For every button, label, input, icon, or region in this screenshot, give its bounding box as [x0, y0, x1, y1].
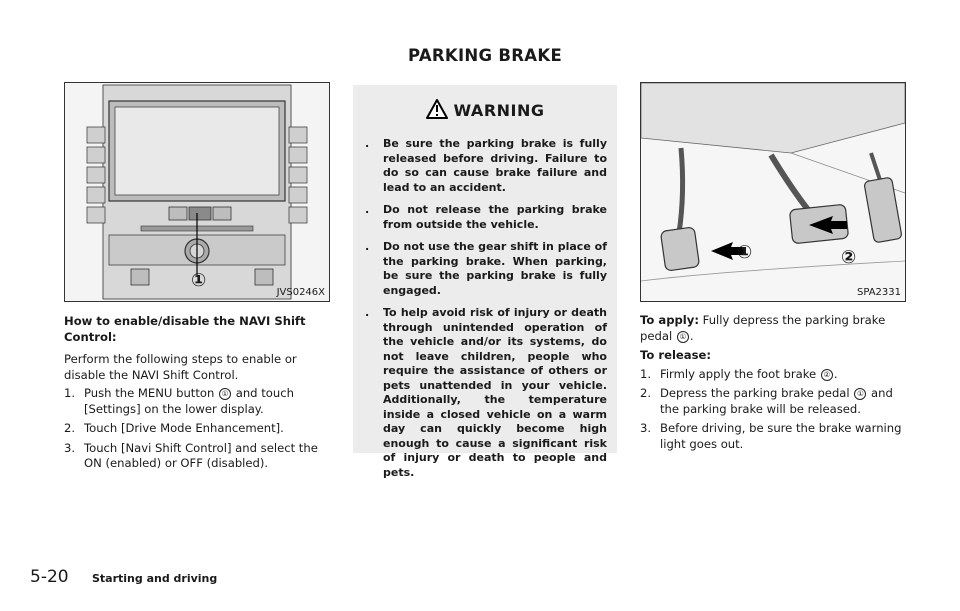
right-column-text [640, 313, 906, 456]
navi-shift-intro: Perform the following steps to enable or disable the NAVI Shift Control. [64, 352, 297, 382]
apply-label: To apply: [640, 313, 699, 327]
step-item: 1. Push the MENU button ① and touch [Settings] on the lower display. [64, 386, 294, 416]
step-item: 3. Before driving, be sure the brake warning light goes out. [640, 421, 902, 451]
callout-1: ① [737, 242, 753, 263]
circled-number: ② [821, 369, 833, 381]
circled-number: ① [677, 331, 689, 343]
section-title: PARKING BRAKE [407, 46, 563, 65]
left-column-text [64, 313, 330, 476]
warning-title: WARNING [453, 101, 545, 120]
parking-brake-figure [640, 82, 906, 302]
center-console-illustration [65, 83, 329, 301]
warning-list [365, 137, 607, 488]
warning-heading [353, 99, 617, 120]
step-item: 2. Depress the parking brake pedal ① and the parking brake will be released. [640, 386, 893, 416]
callout-2: ② [841, 247, 857, 268]
step-item: 1. Firmly apply the foot brake ② . [640, 366, 838, 381]
navi-shift-heading: How to enable/disable the NAVI Shift Control: [64, 314, 306, 344]
warning-box [353, 85, 617, 479]
circled-number: ① [854, 388, 866, 400]
release-label: To release: [640, 348, 712, 362]
pedals-illustration [641, 83, 905, 301]
warning-triangle-icon [426, 99, 448, 119]
step-item: 2. Touch [Drive Mode Enhancement]. [64, 421, 284, 435]
warning-item: . Do not release the parking brake from outside the vehicle. [365, 203, 607, 231]
navi-control-figure [64, 82, 330, 302]
circled-number: ① [219, 388, 231, 400]
navi-shift-steps [64, 386, 330, 472]
step-item: 3. Touch [Navi Shift Control] and select the ON (enabled) or OFF (disabled). [64, 440, 318, 470]
callout-1: ① [191, 270, 207, 291]
warning-item: . To help avoid risk of injury or death through unintended operation of the vehicle and/or its systems, do not leave children, people who require the assistance of others or pets unattended in your vehicle. Additionally, the temperature inside a closed vehicle on a warm day can quickly become high enough to cause a significant risk of injury or death to people and pets. [365, 306, 607, 479]
figure-label: JVS0246X [276, 287, 325, 298]
figure-label: SPA2331 [856, 287, 901, 298]
warning-item: . Do not use the gear shift in place of the parking brake. When parking, be sure the parking brake is fully engaged. [365, 240, 607, 297]
apply-instructions: To apply: Fully depress the parking brake pedal ① . [640, 313, 886, 343]
warning-item: . Be sure the parking brake is fully released before driving. Failure to do so can cause brake failure and lead to an accident. [365, 137, 607, 194]
footer-section-name: Starting and driving [92, 572, 218, 585]
page-number: 5-20 [30, 567, 69, 587]
release-steps [640, 367, 906, 453]
